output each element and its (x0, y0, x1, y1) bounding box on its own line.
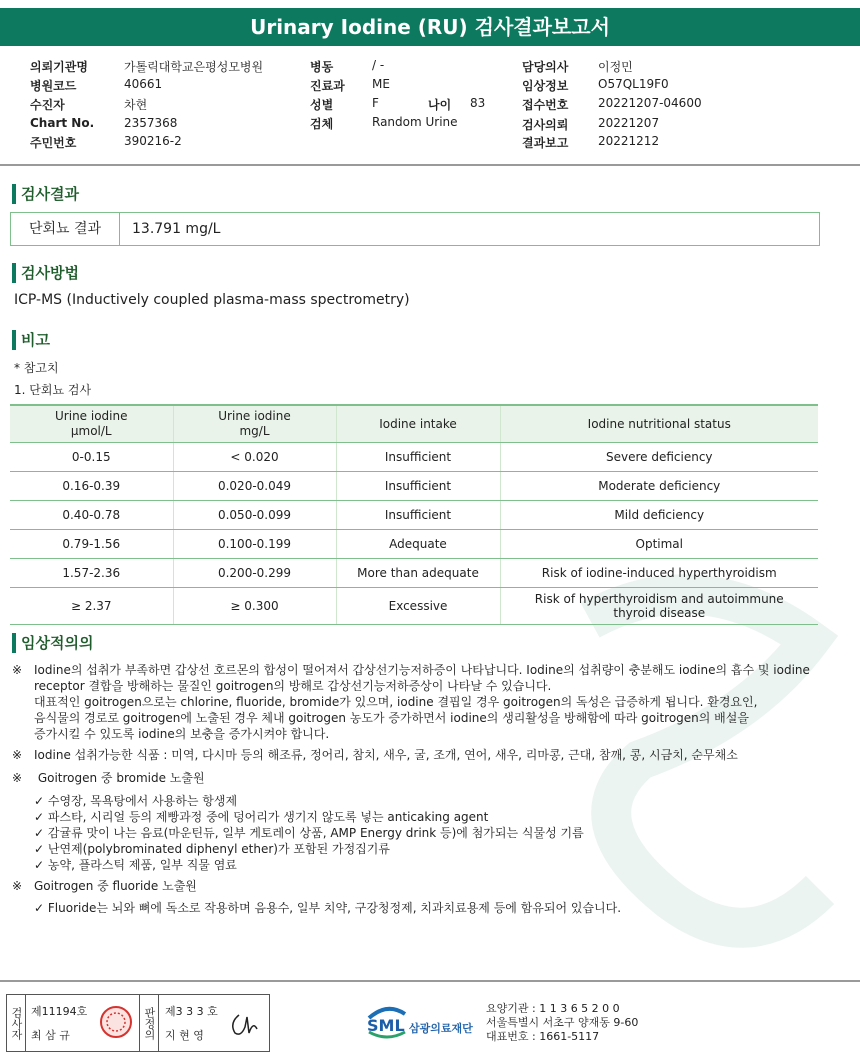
table-cell: Risk of iodine-induced hyperthyroidism (500, 559, 818, 588)
table-cell: Severe deficiency (500, 443, 818, 472)
list-item: ✓ 파스타, 시리얼 등의 제빵과정 중에 덩어리가 생기지 않도록 넣는 anticaking agent (34, 810, 489, 824)
clinical-paragraph-1: ※ Iodine의 섭취가 부족하면 갑상선 호르몬의 합성이 떨어져서 갑상선기능저하증이 나타납니다. Iodine의 섭취량이 충분해도 iodine의 흡수 및 iodine receptor 결합을 방해하는 물질인 goitrogen의 방해로 갑상선기능저하증상이 나타날 수 있습니다. 대표적인 goitrogen으로는 chlorine, fluoride, bromide가 있으며, iodine 결핍일 경우 goitrogen의 독성은 급증하게 됩니다. 환경요인, 음식물의 경로로 goitrogen에 노출된 경우 체내 goitrogen 농도가 증가하면서 iodine의 생리활성을 방해함에 따라 goitrogen의 배설을 증가시킬 수 있도록 iodine의 보충을 증가시켜야 합니다. (12, 663, 810, 741)
org-name: 삼광의료재단 (409, 1022, 473, 1035)
value-clinical-info: O57QL19F0 (598, 77, 669, 91)
reference-table (10, 404, 818, 625)
clinical-fluoride-heading: ※ Goitrogen 중 fluoride 노출원 (12, 879, 197, 893)
reviewer-label: 판정의 (139, 995, 159, 1051)
result-label: 단회뇨 결과 (11, 213, 120, 245)
label-clinical-info: 임상정보 (522, 79, 569, 93)
sml-logo-text: SML (367, 1016, 405, 1035)
value-ward: / - (372, 58, 385, 72)
table-cell: Insufficient (336, 501, 500, 530)
header-iodine-intake: Iodine intake (336, 405, 500, 443)
table-cell: 0.40-0.78 (10, 501, 173, 530)
check-icon: ✓ (34, 826, 45, 840)
table-row (10, 588, 818, 625)
inspector-label: 검사자 (7, 995, 26, 1051)
list-item: ✓ 수영장, 목욕탕에서 사용하는 항생제 (34, 794, 238, 808)
label-request-date: 검사의뢰 (522, 118, 569, 132)
label-age: 나이 (428, 98, 452, 112)
label-patient: 수진자 (30, 98, 65, 112)
table-cell: ≥ 0.300 (173, 588, 336, 625)
label-requesting-institution: 의뢰기관명 (30, 60, 88, 74)
official-seal-icon (99, 1005, 133, 1039)
table-cell: Adequate (336, 530, 500, 559)
section-title-method: 검사방법 (12, 263, 79, 283)
table-row (10, 530, 818, 559)
table-cell: Insufficient (336, 443, 500, 472)
label-hospital-code: 병원코드 (30, 79, 77, 93)
remark-single-urine: 1. 단회뇨 검사 (14, 383, 92, 397)
label-ward: 병동 (310, 60, 334, 74)
list-item: ✓ 난연제(polybrominated diphenyl ether)가 포함된 가정집기류 (34, 842, 390, 856)
header-urine-iodine-umol: Urine iodine μmol/L (10, 405, 173, 443)
value-department: ME (372, 77, 390, 91)
value-report-date: 20221212 (598, 134, 660, 148)
value-requesting-institution: 가톨릭대학교은평성모병원 (124, 60, 264, 74)
table-cell: Optimal (500, 530, 818, 559)
section-title-clinical: 임상적의의 (12, 633, 93, 653)
org-address: 서울특별시 서초구 양재동 9-60 (486, 1016, 639, 1029)
table-cell: Mild deficiency (500, 501, 818, 530)
table-cell: 0.020-0.049 (173, 472, 336, 501)
label-specimen: 검체 (310, 117, 334, 131)
reference-mark-icon: ※ (12, 879, 23, 893)
section-title-result: 검사결과 (12, 184, 79, 204)
list-item: ✓ Fluoride는 뇌와 뼈에 독소로 작용하며 음용수, 일부 치약, 구강청정제, 치과치료용제 등에 함유되어 있습니다. (34, 901, 622, 915)
sml-logo (365, 1002, 485, 1042)
table-row (10, 472, 818, 501)
label-chart-no: Chart No. (30, 116, 95, 130)
value-patient: 차현 (124, 98, 148, 112)
clinical-bromide-heading: ※ Goitrogen 중 bromide 노출원 (12, 771, 205, 785)
patient-info-header (0, 52, 860, 166)
check-icon: ✓ (34, 858, 45, 872)
label-sex: 성별 (310, 98, 334, 112)
value-hospital-code: 40661 (124, 77, 163, 91)
table-row (10, 443, 818, 472)
value-physician: 이정민 (598, 60, 633, 74)
table-row (10, 559, 818, 588)
table-cell: 1.57-2.36 (10, 559, 173, 588)
value-age: 83 (470, 96, 486, 110)
header-urine-iodine-mg: Urine iodine mg/L (173, 405, 336, 443)
reference-table-header (10, 405, 818, 443)
reference-mark-icon: ※ (12, 771, 23, 785)
table-cell: Insufficient (336, 472, 500, 501)
reference-mark-icon: ※ (12, 748, 23, 762)
label-physician: 담당의사 (522, 60, 569, 74)
table-cell: Moderate deficiency (500, 472, 818, 501)
check-icon: ✓ (34, 794, 45, 808)
report-title: Urinary Iodine (RU) 검사결과보고서 (0, 8, 860, 46)
result-box (10, 212, 820, 246)
table-cell: 0.16-0.39 (10, 472, 173, 501)
bromide-sources-list (12, 793, 832, 873)
method-text: ICP-MS (Inductively coupled plasma-mass spectrometry) (14, 292, 410, 308)
value-resident-no: 390216-2 (124, 134, 182, 148)
reviewer-license-no: 제3 3 3 호 (165, 1005, 218, 1018)
label-receipt-no: 접수번호 (522, 98, 569, 112)
table-cell: 0-0.15 (10, 443, 173, 472)
result-value: 13.791 mg/L (132, 221, 221, 237)
label-department: 진료과 (310, 79, 345, 93)
value-chart-no: 2357368 (124, 116, 178, 130)
check-icon: ✓ (34, 810, 45, 824)
reference-mark-icon: ※ (12, 663, 23, 677)
label-report-date: 결과보고 (522, 136, 569, 150)
check-icon: ✓ (34, 842, 45, 856)
report-footer (0, 980, 860, 1059)
fluoride-sources-list (12, 900, 832, 916)
table-cell: Excessive (336, 588, 500, 625)
header-nutritional-status: Iodine nutritional status (500, 405, 818, 443)
value-receipt-no: 20221207-04600 (598, 96, 702, 110)
table-cell: 0.050-0.099 (173, 501, 336, 530)
reviewer-name: 지 현 영 (165, 1029, 204, 1042)
inspector-name: 최 삼 규 (31, 1029, 70, 1042)
signature-icon (227, 1009, 263, 1039)
signature-box (6, 994, 270, 1052)
inspector-license-no: 제11194호 (31, 1005, 88, 1018)
value-request-date: 20221207 (598, 116, 660, 130)
table-cell: ≥ 2.37 (10, 588, 173, 625)
value-sex: F (372, 96, 379, 110)
value-specimen: Random Urine (372, 115, 458, 129)
table-cell: 0.100-0.199 (173, 530, 336, 559)
table-cell: 0.79-1.56 (10, 530, 173, 559)
check-icon: ✓ (34, 901, 45, 915)
table-cell: More than adequate (336, 559, 500, 588)
label-resident-no: 주민번호 (30, 136, 77, 150)
section-title-remarks: 비고 (12, 330, 50, 350)
remark-reference: * 참고치 (14, 361, 59, 375)
org-code: 요양기관 : 1 1 3 6 5 2 0 0 (486, 1002, 620, 1015)
list-item: ✓ 농약, 플라스틱 제품, 일부 직물 염료 (34, 858, 237, 872)
table-cell: < 0.020 (173, 443, 336, 472)
org-phone: 대표번호 : 1661-5117 (486, 1030, 600, 1043)
org-info (486, 1002, 638, 1044)
clinical-iodine-foods: ※ Iodine 섭취가능한 식품 : 미역, 다시마 등의 해조류, 정어리, 참치, 새우, 굴, 조개, 연어, 새우, 리마콩, 근대, 참깨, 콩, 시금치, 순무채소 (12, 748, 738, 762)
table-cell: 0.200-0.299 (173, 559, 336, 588)
table-cell: Risk of hyperthyroidism and autoimmune thyroid disease (500, 588, 818, 625)
table-row (10, 501, 818, 530)
list-item: ✓ 감귤류 맛이 나는 음료(마운틴듀, 일부 게토레이 상품, AMP Energy drink 등)에 첨가되는 식물성 기름 (34, 826, 584, 840)
